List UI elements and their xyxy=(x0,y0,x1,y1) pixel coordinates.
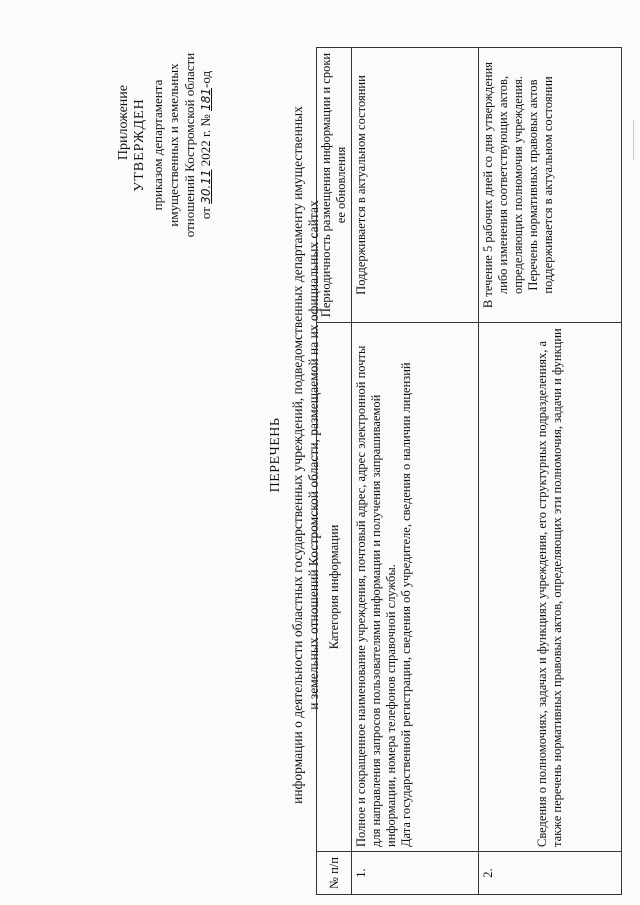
row-period-text: В течение 5 рабочих дней со дня утверждения либо изменения соответствующих актов, определяющих полномочия учреждения. xyxy=(481,61,525,309)
row-period-text-2: Перечень нормативных правовых актов поддерживается в актуальном состоянии xyxy=(526,76,555,294)
approval-block xyxy=(132,5,214,285)
order-line-3: отношений Костромской области xyxy=(182,52,197,238)
table-row xyxy=(352,48,479,895)
row-category-text: Полное и сокращенное наименование учреждения, почтовый адрес, адрес электронной почты для направления запросов пользователями информации и получения запрашиваемой информации, номера телефонов справочной службы. xyxy=(354,345,398,847)
title-heading: ПЕРЕЧЕНЬ xyxy=(268,417,283,493)
date-year: 2022 г. № xyxy=(198,114,213,167)
header-period: Периодичность размещения информации и сроки ее обновления xyxy=(317,48,352,323)
order-line-2: имущественных и земельных xyxy=(166,63,181,227)
info-table xyxy=(316,47,622,895)
row-period-text: Поддерживается в актуальном состоянии xyxy=(354,75,368,295)
title-line-2: и земельных отношений Костромской области, размещаемой на их официальных сайтах xyxy=(306,200,321,710)
appendix-label: Приложение xyxy=(116,85,131,161)
order-line-1: приказом департамента xyxy=(150,79,165,211)
title-line-1: информации о деятельности областных государственных учреждений, подведомственных департаменту имущественных xyxy=(290,106,305,804)
row-period xyxy=(479,48,622,323)
scan-artifact xyxy=(633,120,634,160)
approved-heading: УТВЕРЖДЕН xyxy=(132,98,147,192)
header-num: № п/п xyxy=(317,852,352,895)
handwritten-order-number: 181 xyxy=(199,88,213,111)
handwritten-date: 30.11 xyxy=(199,169,213,204)
row-num: 1. xyxy=(352,852,479,895)
row-category xyxy=(352,323,479,852)
row-category-text-2: Дата государственной регистрации, сведения об учредителе, сведения о наличии лицензий xyxy=(399,362,413,847)
table-header-row xyxy=(317,48,352,895)
row-period xyxy=(352,48,479,323)
row-category xyxy=(479,323,622,852)
table-row xyxy=(479,48,622,895)
document-title xyxy=(268,25,322,885)
date-prefix: от xyxy=(198,207,213,220)
row-num: 2. xyxy=(479,852,622,895)
order-date-line xyxy=(198,5,214,285)
row-category-text: Сведения о полномочиях, задачах и функциях учреждения, его структурных подразделениях, а также перечень нормативных правовых актов, определяющих эти полномочия, задачи и функции xyxy=(535,328,564,847)
header-category: Категория информации xyxy=(317,323,352,852)
order-suffix: -од xyxy=(198,70,213,89)
